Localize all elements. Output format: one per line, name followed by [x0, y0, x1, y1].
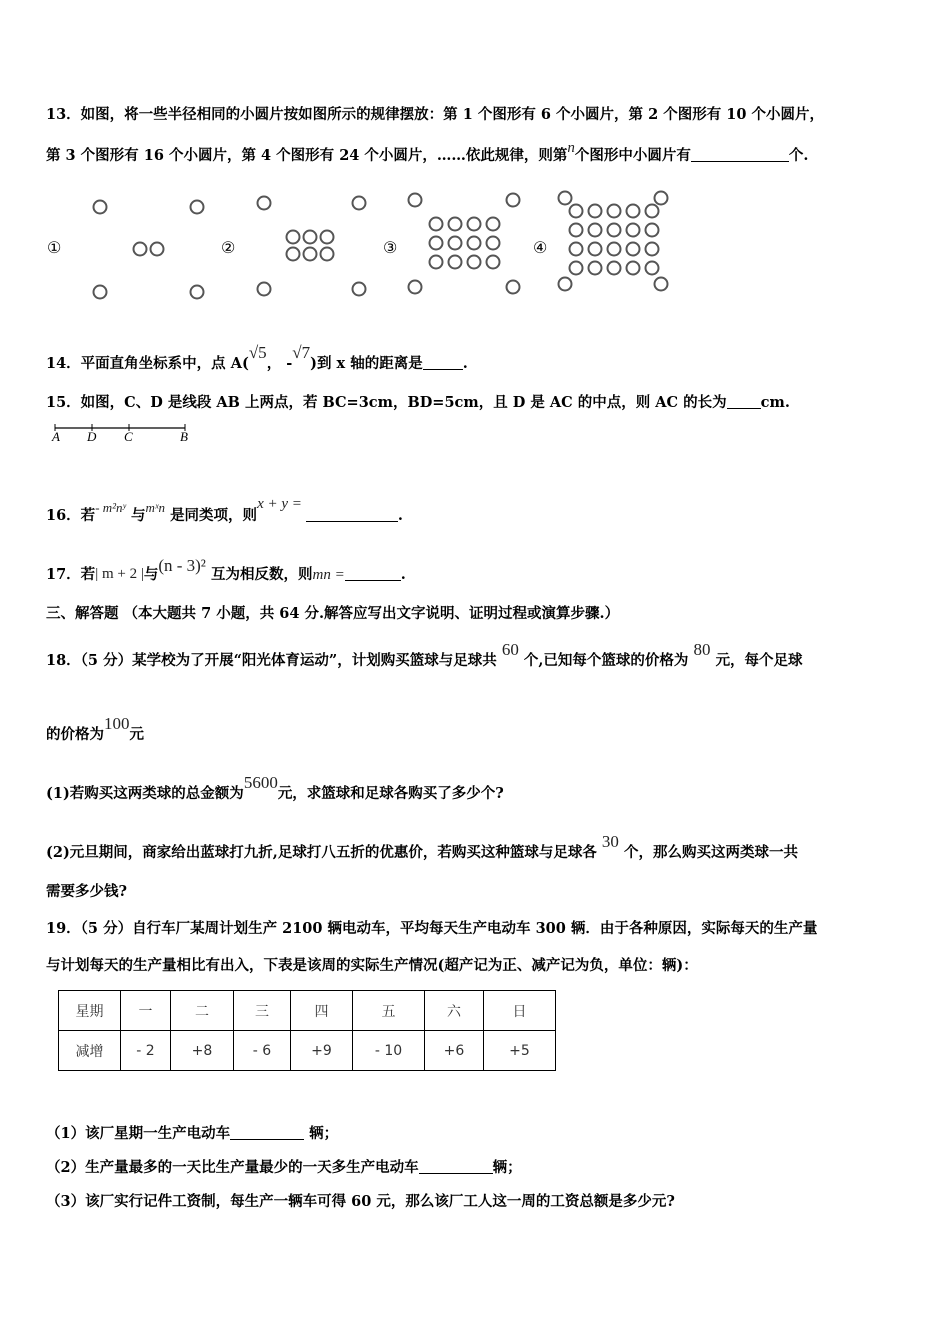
- table-cell: 六: [425, 991, 484, 1031]
- small-circle: [627, 243, 640, 256]
- math-expr: mˣn: [145, 500, 165, 515]
- table-cell: - 10: [353, 1031, 425, 1071]
- small-circle: [559, 278, 572, 291]
- small-circle: [627, 224, 640, 237]
- text: 个.: [788, 147, 809, 164]
- small-circle: [589, 262, 602, 275]
- small-circle: [655, 278, 668, 291]
- math-sqrt7: √7: [292, 343, 311, 362]
- point-a: A: [52, 429, 60, 444]
- small-circle: [487, 256, 500, 269]
- small-circle: [191, 201, 204, 214]
- text: cm.: [760, 394, 790, 411]
- text: （1）该厂星期一生产电动车: [46, 1125, 231, 1142]
- small-circle: [449, 237, 462, 250]
- small-circle: [409, 194, 422, 207]
- q18-line1: [46, 640, 803, 670]
- text: 的价格为: [46, 726, 104, 743]
- number: 5600: [243, 773, 278, 792]
- text: .: [397, 507, 403, 524]
- q16: [46, 496, 403, 525]
- text: 元，每个足球: [715, 652, 803, 669]
- answer-blank[interactable]: [727, 394, 761, 409]
- text: (1)若购买这两类球的总金额为: [46, 785, 244, 802]
- text: 17．若: [46, 566, 96, 583]
- table-cell: 五: [353, 991, 425, 1031]
- small-circle: [570, 243, 583, 256]
- small-circle: [151, 243, 164, 256]
- table-cell: +8: [171, 1031, 234, 1071]
- answer-blank[interactable]: [419, 1159, 493, 1174]
- point-b: B: [180, 429, 188, 444]
- small-circle: [570, 224, 583, 237]
- small-circle: [646, 205, 659, 218]
- q19-sub3: （3）该厂实行记件工资制，每生产一辆车可得 60 元，那么该厂工人这一周的工资总额是多少元?: [46, 1193, 675, 1210]
- text: ， -: [266, 355, 293, 372]
- table-cell: 一: [121, 991, 171, 1031]
- math-expr: mn =: [312, 567, 345, 583]
- small-circle: [570, 262, 583, 275]
- text: 个，那么购买这两类球一共: [623, 844, 798, 861]
- text: 与: [143, 566, 159, 583]
- small-circle: [646, 224, 659, 237]
- text: 个图形中小圆片有: [574, 147, 691, 164]
- text: 辆；: [492, 1159, 522, 1176]
- small-circle: [468, 237, 481, 250]
- small-circle: [646, 262, 659, 275]
- production-table: [58, 990, 556, 1071]
- small-circle: [449, 256, 462, 269]
- small-circle: [468, 256, 481, 269]
- small-circle: [487, 218, 500, 231]
- q17: [46, 556, 406, 584]
- text: 18．（5 分）某学校为了开展“阳光体育运动”，计划购买篮球与足球共: [46, 652, 497, 669]
- point-d: D: [87, 429, 97, 444]
- text: 元: [129, 726, 144, 743]
- small-circle: [304, 248, 317, 261]
- answer-blank[interactable]: [306, 507, 398, 522]
- text: )到 x 轴的距离是: [310, 355, 423, 372]
- small-circle: [353, 283, 366, 296]
- small-circle: [655, 192, 668, 205]
- small-circle: [589, 205, 602, 218]
- small-circle: [287, 248, 300, 261]
- text: 辆；: [309, 1125, 339, 1142]
- small-circle: [589, 243, 602, 256]
- small-circle: [570, 205, 583, 218]
- text: 14．平面直角坐标系中，点 A(: [46, 355, 249, 372]
- small-circle: [409, 281, 422, 294]
- small-circle: [608, 243, 621, 256]
- table-cell: 日: [484, 991, 556, 1031]
- figure-label-3: ③: [383, 238, 398, 257]
- number: 30: [601, 832, 619, 851]
- small-circle: [94, 201, 107, 214]
- small-circle: [627, 262, 640, 275]
- small-circle: [608, 205, 621, 218]
- small-circle: [321, 248, 334, 261]
- figure-label-2: ②: [221, 238, 236, 257]
- q14: [46, 343, 468, 373]
- text: 与: [130, 507, 146, 524]
- text: 第 3 个图形有 16 个小圆片，第 4 个图形有 24 个小圆片，……依此规律，则第: [46, 147, 568, 164]
- q18-part1: [46, 773, 504, 803]
- small-circle: [507, 194, 520, 207]
- circle-pattern-figure: [0, 0, 950, 320]
- math-expr: | m + 2 |: [95, 566, 144, 582]
- figure-label-4: ④: [533, 238, 548, 257]
- small-circle: [304, 231, 317, 244]
- text: 元，求篮球和足球各购买了多少个?: [277, 785, 504, 802]
- figure-label-1: ①: [47, 238, 62, 257]
- small-circle: [430, 256, 443, 269]
- math-sqrt5: √5: [248, 343, 267, 362]
- small-circle: [191, 286, 204, 299]
- small-circle: [258, 197, 271, 210]
- number: 60: [501, 640, 519, 659]
- table-cell: 二: [171, 991, 234, 1031]
- text: .: [400, 566, 406, 583]
- small-circle: [507, 281, 520, 294]
- table-row: [59, 1031, 556, 1071]
- point-c: C: [124, 429, 133, 444]
- table-cell: 三: [234, 991, 291, 1031]
- small-circle: [608, 262, 621, 275]
- answer-blank[interactable]: [345, 566, 401, 581]
- math-expr: - m²nʸ: [95, 500, 126, 515]
- text: 个,已知每个篮球的价格为: [523, 652, 689, 669]
- text: 16．若: [46, 507, 96, 524]
- small-circle: [468, 218, 481, 231]
- table-cell: - 6: [234, 1031, 291, 1071]
- q19-line1: 19．（5 分）自行车厂某周计划生产 2100 辆电动车，平均每天生产电动车 300 辆．由于各种原因，实际每天的生产量: [46, 920, 818, 937]
- q19-sub1: [46, 1122, 338, 1143]
- number: 80: [693, 640, 711, 659]
- q19-sub2: [46, 1156, 522, 1177]
- text: (2)元旦期间，商家给出蓝球打九折,足球打八五折的优惠价，若购买这种篮球与足球各: [46, 844, 597, 861]
- math-n: n: [567, 140, 575, 156]
- table-cell: 星期: [59, 991, 121, 1031]
- text: .: [462, 355, 468, 372]
- text: 是同类项，则: [170, 507, 258, 524]
- text: 15．如图，C、D 是线段 AB 上两点，若 BC=3cm，BD=5cm，且 D 是 AC 的中点，则 AC 的长为: [46, 394, 727, 411]
- q19-line2: 与计划每天的生产量相比有出入，下表是该周的实际生产情况(超产记为正、减产记为负，单位：辆)：: [46, 957, 698, 974]
- math-expr: x + y =: [257, 496, 302, 512]
- small-circle: [449, 218, 462, 231]
- small-circle: [646, 243, 659, 256]
- table-header-row: [59, 991, 556, 1031]
- table-cell: +9: [291, 1031, 353, 1071]
- text: 互为相反数，则: [210, 566, 313, 583]
- small-circle: [353, 197, 366, 210]
- table-cell: 减增: [59, 1031, 121, 1071]
- small-circle: [258, 283, 271, 296]
- q18-part2-cont: 需要多少钱?: [46, 883, 127, 900]
- number: 100: [104, 714, 130, 733]
- small-circle: [627, 205, 640, 218]
- text: （2）生产量最多的一天比生产量最少的一天多生产电动车: [46, 1159, 419, 1176]
- table-cell: +5: [484, 1031, 556, 1071]
- answer-blank[interactable]: [423, 355, 463, 370]
- q15: [46, 391, 790, 412]
- small-circle: [608, 224, 621, 237]
- q18-part2: [46, 832, 798, 862]
- section-3-heading: 三、解答题 （本大题共 7 小题，共 64 分.解答应写出文字说明、证明过程或演算步骤.）: [46, 605, 620, 622]
- small-circle: [430, 237, 443, 250]
- answer-blank[interactable]: [230, 1125, 304, 1140]
- table-cell: - 2: [121, 1031, 171, 1071]
- small-circle: [430, 218, 443, 231]
- small-circle: [94, 286, 107, 299]
- small-circle: [589, 224, 602, 237]
- small-circle: [559, 192, 572, 205]
- small-circle: [487, 237, 500, 250]
- q13-line1: 13．如图，将一些半径相同的小圆片按如图所示的规律摆放：第 1 个图形有 6 个小圆片，第 2 个图形有 10 个小圆片，: [46, 106, 825, 123]
- table-cell: 四: [291, 991, 353, 1031]
- small-circle: [134, 243, 147, 256]
- table-cell: +6: [425, 1031, 484, 1071]
- q18-line2: [46, 714, 144, 744]
- small-circle: [287, 231, 300, 244]
- small-circle: [321, 231, 334, 244]
- math-expr: (n - 3)²: [158, 556, 206, 575]
